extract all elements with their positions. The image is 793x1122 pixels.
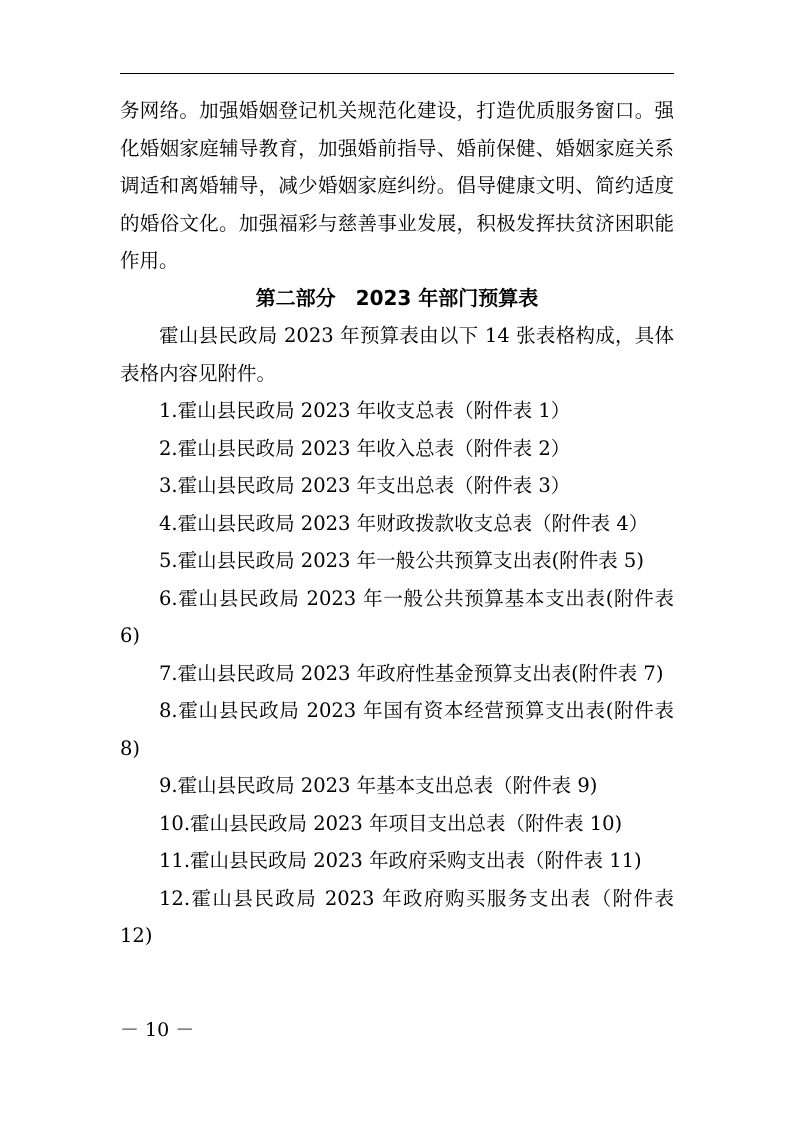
document-body [120, 92, 674, 955]
list-item: 7.霍山县民政局 2023 年政府性基金预算支出表(附件表 7) [159, 661, 664, 685]
intro-paragraph: 霍山县民政局 2023 年预算表由以下 14 张表格构成，具体表格内容见附件。 [120, 324, 674, 385]
list-item: 9.霍山县民政局 2023 年基本支出总表（附件表 9) [159, 774, 598, 797]
continuation-paragraph: 务网络。加强婚姻登记机关规范化建设，打造优质服务窗口。强化婚姻家庭辅导教育，加强婚前指导、婚前保健、婚姻家庭关系调适和离婚辅导，减少婚姻家庭纠纷。倡导健康文明、简约适度的婚俗文化。加强福彩与慈善事业发展，积极发挥扶贫济困职能作用。 [120, 99, 674, 272]
list-item: 3.霍山县民政局 2023 年支出总表（附件表 3） [159, 474, 571, 497]
list-item: 2.霍山县民政局 2023 年收入总表（附件表 2） [159, 436, 571, 460]
list-item: 4.霍山县民政局 2023 年财政拨款收支总表（附件表 4） [159, 511, 649, 535]
list-item: 12.霍山县民政局 2023 年政府购买服务支出表（附件表 12) [120, 886, 674, 947]
list-item: 11.霍山县民政局 2023 年政府采购支出表（附件表 11) [159, 849, 642, 872]
list-item: 8.霍山县民政局 2023 年国有资本经营预算支出表(附件表 8) [120, 699, 674, 760]
list-item: 6.霍山县民政局 2023 年一般公共预算基本支出表(附件表 6) [120, 586, 674, 647]
section-heading: 第二部分 2023 年部门预算表 [255, 285, 539, 310]
list-item: 10.霍山县民政局 2023 年项目支出总表（附件表 10) [159, 811, 623, 835]
list-item: 1.霍山县民政局 2023 年收支总表（附件表 1） [159, 399, 571, 422]
page-number: － 10 － [120, 1019, 195, 1041]
header-rule [120, 73, 674, 74]
list-item: 5.霍山县民政局 2023 年一般公共预算支出表(附件表 5) [159, 549, 644, 572]
